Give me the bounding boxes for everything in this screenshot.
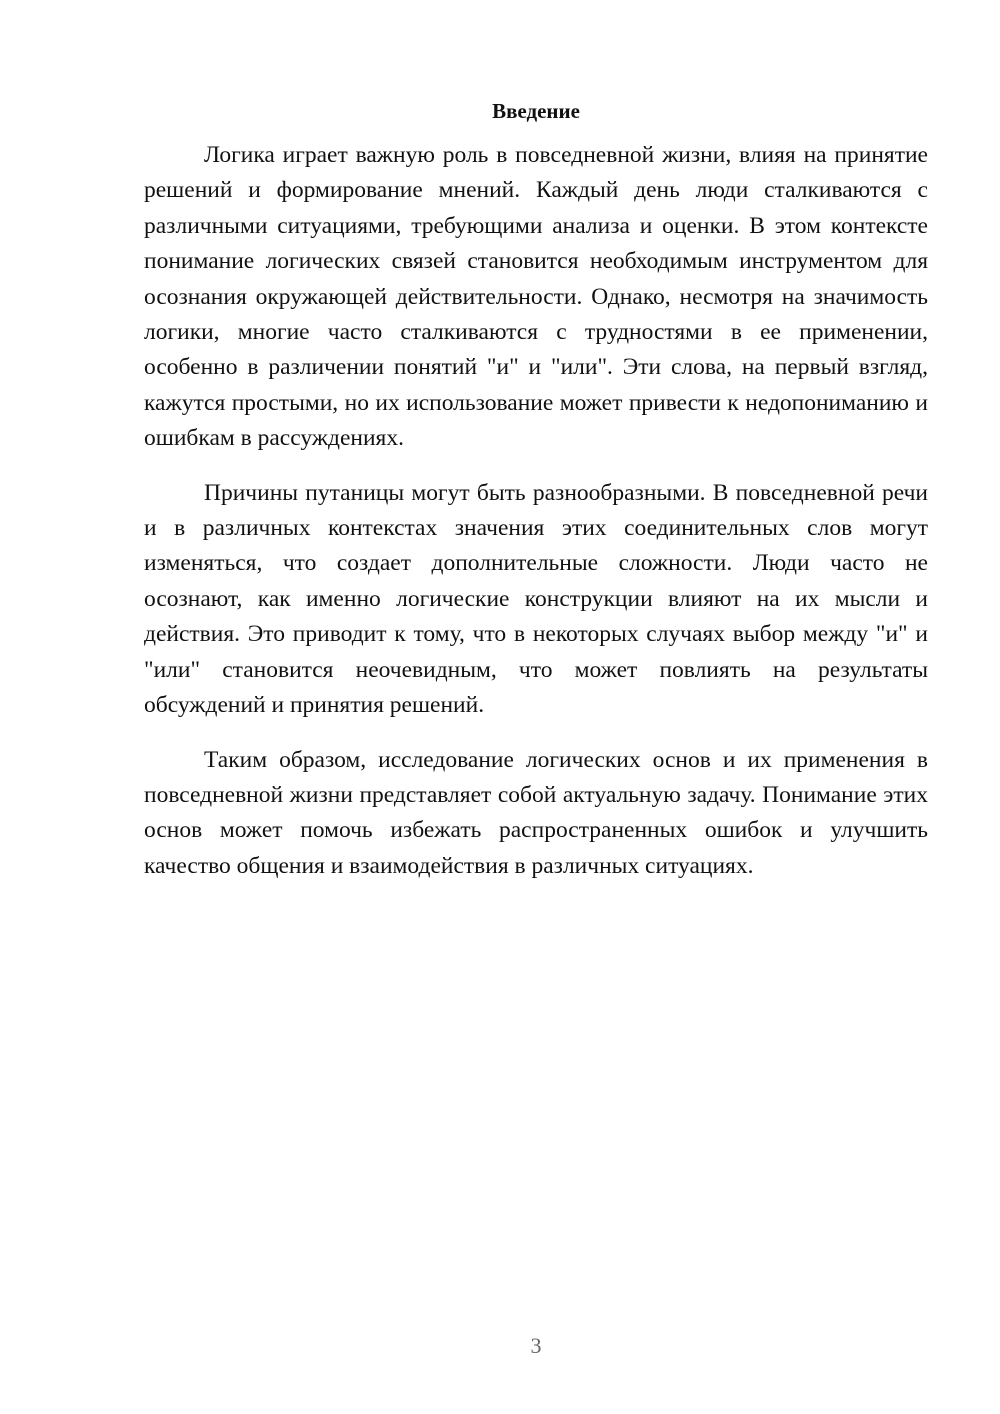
paragraph-2: Причины путаницы могут быть разнообразными. В повседневной речи и в различных контекстах значения этих соединительных слов могут изменяться, что создает дополнительные сложности. Люди часто не осознают, как именно логические конструкции влияют на их мысли и действия. Это приводит к тому, что в некоторых случаях выбор между "и" и "или" становится неочевидным, что может повлиять на результаты обсуждений и принятия решений. — [144, 479, 928, 719]
page-title: Введение — [492, 99, 580, 123]
paragraph-1: Логика играет важную роль в повседневной жизни, влияя на принятие решений и формирование мнений. Каждый день люди сталкиваются с различными ситуациями, требующими анализа и оценки. В этом контексте понимание логических связей становится необходимым инструментом для осознания окружающей действительности. Однако, несмотря на значимость логики, многие часто сталкиваются с трудностями в ее применении, особенно в различении понятий "и" и "или". Эти слова, на первый взгляд, кажутся простыми, но их использование может привести к недопониманию и ошибкам в рассуждениях. — [144, 142, 928, 452]
paragraph-3: Таким образом, исследование логических основ и их применения в повседневной жизни представляет собой актуальную задачу. Понимание этих основ может помочь избежать распространенных ошибок и улучшить качество общения и взаимодействия в различных ситуациях. — [144, 746, 928, 879]
page-content — [144, 94, 928, 903]
page-number: 3 — [530, 1333, 542, 1358]
